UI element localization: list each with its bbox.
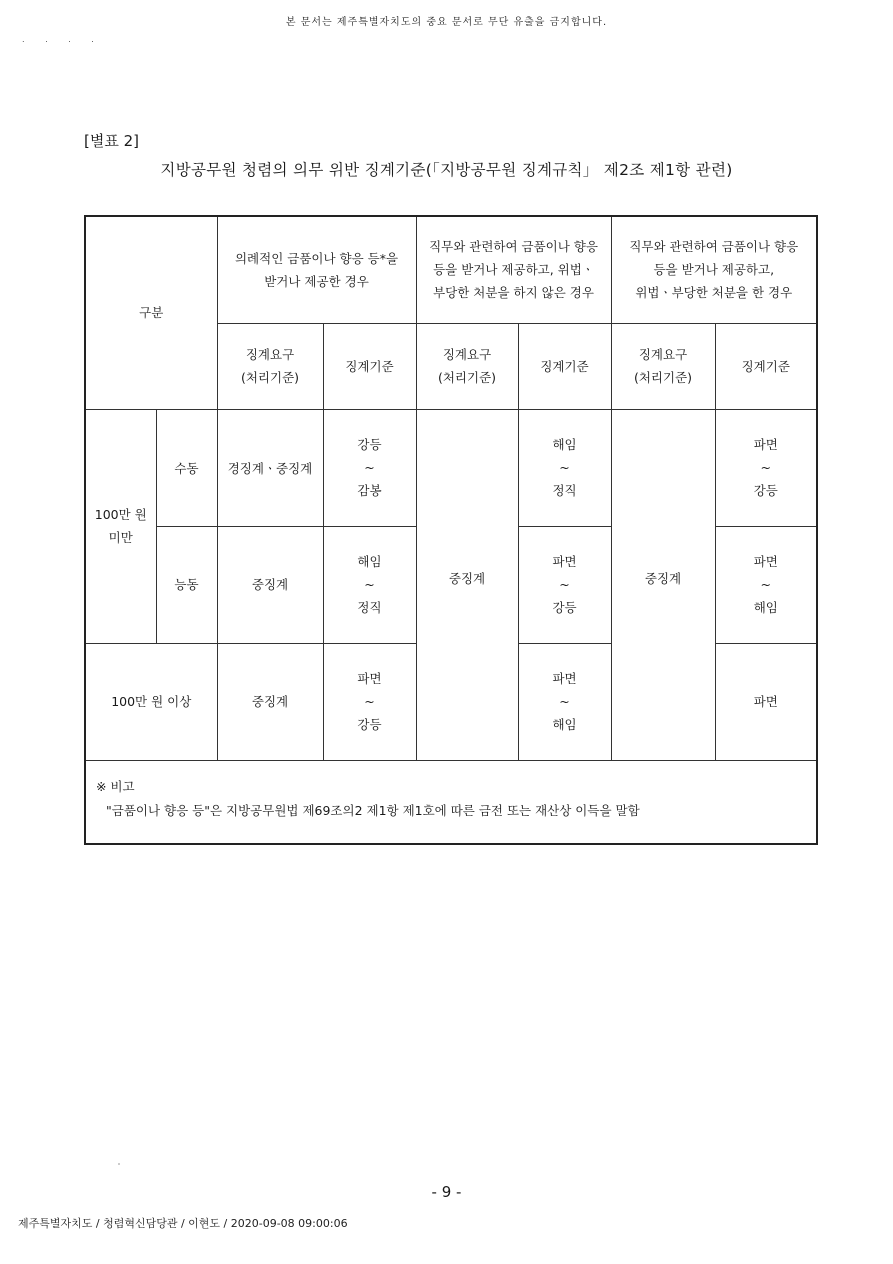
scan-marks: . . . . bbox=[22, 35, 103, 44]
std-tilde: ~ bbox=[559, 577, 570, 592]
std-bottom: 감봉 bbox=[357, 483, 382, 498]
group-header-1 bbox=[217, 216, 416, 323]
std-top: 해임 bbox=[357, 554, 382, 569]
group1-line2: 받거나 제공한 경우 bbox=[264, 273, 369, 289]
active-g2-standard bbox=[518, 526, 611, 643]
page-number: - 9 - bbox=[431, 1183, 462, 1201]
sub-header-standard: 징계기준 bbox=[323, 323, 416, 409]
passive-g2-standard bbox=[518, 409, 611, 526]
sub-req-line1: 징계요구 bbox=[638, 347, 688, 362]
sub-req-line2: (처리기준) bbox=[437, 370, 497, 385]
group1-line1: 의례적인 금품이나 향응 등*을 bbox=[234, 250, 399, 266]
group3-line3: 위법ㆍ부당한 처분을 한 경우 bbox=[635, 285, 793, 301]
std-top: 파면 bbox=[357, 671, 382, 686]
std-tilde: ~ bbox=[559, 694, 570, 709]
std-tilde: ~ bbox=[760, 577, 771, 592]
group2-line1: 직무와 관련하여 금품이나 향응 bbox=[429, 239, 598, 255]
sub-header-standard: 징계기준 bbox=[715, 323, 817, 409]
sub-header-request bbox=[611, 323, 715, 409]
group2-line3: 부당한 처분을 하지 않은 경우 bbox=[433, 285, 594, 301]
sub-req-line1: 징계요구 bbox=[245, 347, 295, 362]
passive-g1-standard bbox=[323, 409, 416, 526]
active-g1-request: 중징계 bbox=[217, 526, 323, 643]
over-1m-g2-standard bbox=[518, 643, 611, 760]
std-tilde: ~ bbox=[364, 460, 375, 475]
std-bottom: 정직 bbox=[552, 483, 577, 498]
std-tilde: ~ bbox=[559, 460, 570, 475]
under-1m-line1: 100만 원 bbox=[94, 507, 147, 522]
std-tilde: ~ bbox=[760, 460, 771, 475]
std-bottom: 정직 bbox=[357, 600, 382, 615]
passive-g1-request: 경징계ㆍ중징계 bbox=[217, 409, 323, 526]
std-bottom: 해임 bbox=[753, 600, 778, 615]
g2-request-merged: 중징계 bbox=[416, 409, 518, 760]
group-header-3 bbox=[611, 216, 817, 323]
over-1m-label: 100만 원 이상 bbox=[85, 643, 217, 760]
std-bottom: 강등 bbox=[552, 600, 577, 615]
over-1m-g1-request: 중징계 bbox=[217, 643, 323, 760]
confidential-notice: 본 문서는 제주특별자치도의 중요 문서로 무단 유출을 금지합니다. bbox=[285, 17, 608, 28]
group3-line2: 등을 받거나 제공하고, bbox=[653, 262, 775, 278]
active-g3-standard bbox=[715, 526, 817, 643]
discipline-table bbox=[84, 215, 818, 845]
sub-header-request bbox=[416, 323, 518, 409]
std-top: 파면 bbox=[753, 554, 778, 569]
scan-speck bbox=[118, 1163, 120, 1165]
group-header-2 bbox=[416, 216, 611, 323]
std-bottom: 강등 bbox=[357, 717, 382, 732]
remarks-title: ※ 비고 bbox=[96, 778, 135, 794]
active-g1-standard bbox=[323, 526, 416, 643]
remarks-cell bbox=[85, 760, 817, 844]
under-1m-label bbox=[85, 409, 156, 643]
over-1m-g3-standard: 파면 bbox=[715, 643, 817, 760]
std-top: 파면 bbox=[552, 671, 577, 686]
sub-req-line1: 징계요구 bbox=[442, 347, 492, 362]
group2-line2: 등을 받거나 제공하고, 위법ㆍ bbox=[433, 262, 594, 278]
g3-request-merged: 중징계 bbox=[611, 409, 715, 760]
std-bottom: 해임 bbox=[552, 717, 577, 732]
corner-header: 구분 bbox=[85, 216, 217, 409]
sub-header-request bbox=[217, 323, 323, 409]
std-top: 강등 bbox=[357, 437, 382, 452]
std-tilde: ~ bbox=[364, 694, 375, 709]
std-top: 해임 bbox=[552, 437, 577, 452]
sub-header-standard: 징계기준 bbox=[518, 323, 611, 409]
std-top: 파면 bbox=[753, 437, 778, 452]
passive-label: 수동 bbox=[156, 409, 217, 526]
over-1m-g1-standard bbox=[323, 643, 416, 760]
page-title: 지방공무원 청렴의 의무 위반 징계기준(「지방공무원 징계규칙」 제2조 제1항 관련) bbox=[160, 161, 733, 179]
passive-g3-standard bbox=[715, 409, 817, 526]
sub-req-line2: (처리기준) bbox=[633, 370, 693, 385]
std-top: 파면 bbox=[552, 554, 577, 569]
remarks-body: "금품이나 향응 등"은 지방공무원법 제69조의2 제1항 제1호에 따른 금전 또는 재산상 이득을 말함 bbox=[106, 802, 640, 818]
under-1m-line2: 미만 bbox=[108, 530, 133, 545]
std-bottom: 강등 bbox=[753, 483, 778, 498]
print-footer: 제주특별자치도 / 청렴혁신담당관 / 이현도 / 2020-09-08 09:00:06 bbox=[18, 1217, 348, 1230]
annex-label: [별표 2] bbox=[84, 132, 139, 150]
active-label: 능동 bbox=[156, 526, 217, 643]
group3-line1: 직무와 관련하여 금품이나 향응 bbox=[629, 239, 799, 255]
sub-req-line2: (처리기준) bbox=[240, 370, 300, 385]
std-tilde: ~ bbox=[364, 577, 375, 592]
